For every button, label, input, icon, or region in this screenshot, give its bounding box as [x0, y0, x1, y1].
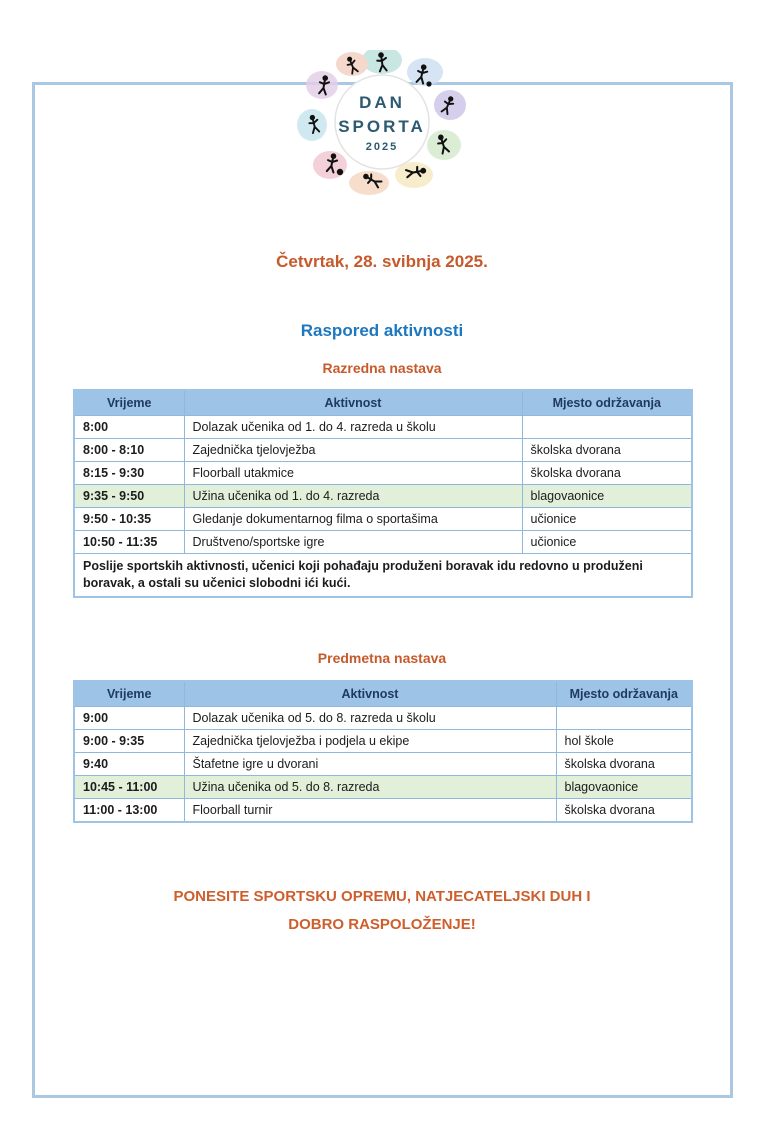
place-cell — [556, 707, 692, 730]
time-cell: 9:50 - 10:35 — [74, 508, 184, 531]
column-header-vrijeme: Vrijeme — [74, 390, 184, 416]
table-row — [74, 462, 692, 485]
logo-title-line1: DAN — [359, 93, 405, 112]
activity-cell: Društveno/sportske igre — [184, 531, 522, 554]
closing-message — [0, 883, 764, 939]
place-cell: školska dvorana — [556, 753, 692, 776]
place-cell: blagovaonice — [556, 776, 692, 799]
sports-day-logo-graphic — [292, 50, 472, 195]
logo-title-line2: SPORTA — [338, 117, 426, 136]
table-row — [74, 416, 692, 439]
date-heading: Četvrtak, 28. svibnja 2025. — [276, 252, 488, 271]
activity-cell: Dolazak učenika od 1. do 4. razreda u školu — [184, 416, 522, 439]
table-row — [74, 485, 692, 508]
table-row — [74, 776, 692, 799]
place-cell: hol škole — [556, 730, 692, 753]
activity-cell: Dolazak učenika od 5. do 8. razreda u školu — [184, 707, 556, 730]
activity-cell: Užina učenika od 5. do 8. razreda — [184, 776, 556, 799]
place-cell: školska dvorana — [522, 462, 692, 485]
logo-year: 2025 — [365, 141, 399, 153]
table-row — [74, 508, 692, 531]
time-cell: 8:00 - 8:10 — [74, 439, 184, 462]
document-page — [0, 50, 764, 1130]
table-row — [74, 753, 692, 776]
time-cell: 11:00 - 13:00 — [74, 799, 184, 823]
column-header-vrijeme: Vrijeme — [74, 681, 184, 707]
activity-cell: Gledanje dokumentarnog filma o sportašima — [184, 508, 522, 531]
schedule-title: Raspored aktivnosti — [300, 321, 464, 340]
time-cell: 9:40 — [74, 753, 184, 776]
section-heading-razredna: Razredna nastava — [322, 360, 442, 376]
column-header-mjesto: Mjesto održavanja — [522, 390, 692, 416]
place-cell: učionice — [522, 508, 692, 531]
place-cell: blagovaonice — [522, 485, 692, 508]
activity-cell: Zajednička tjelovježba — [184, 439, 522, 462]
place-cell — [522, 416, 692, 439]
table-row — [74, 730, 692, 753]
time-cell: 9:35 - 9:50 — [74, 485, 184, 508]
time-cell: 9:00 — [74, 707, 184, 730]
time-cell: 10:50 - 11:35 — [74, 531, 184, 554]
time-cell: 8:15 - 9:30 — [74, 462, 184, 485]
closing-message-line1: PONESITE SPORTSKU OPREMU, NATJECATELJSKI DUH I — [173, 888, 591, 905]
schedule-table-razredna — [73, 389, 693, 598]
sports-day-logo — [0, 50, 764, 200]
activity-cell: Floorball turnir — [184, 799, 556, 823]
table-row — [74, 799, 692, 823]
column-header-aktivnost: Aktivnost — [184, 681, 556, 707]
schedule-table-predmetna — [73, 680, 693, 823]
table-row — [74, 531, 692, 554]
closing-message-line2: DOBRO RASPOLOŽENJE! — [288, 916, 476, 933]
activity-cell: Zajednička tjelovježba i podjela u ekipe — [184, 730, 556, 753]
table-row — [74, 439, 692, 462]
time-cell: 8:00 — [74, 416, 184, 439]
column-header-aktivnost: Aktivnost — [184, 390, 522, 416]
time-cell: 10:45 - 11:00 — [74, 776, 184, 799]
table-header-row — [74, 390, 692, 416]
activity-cell: Štafetne igre u dvorani — [184, 753, 556, 776]
table-row — [74, 707, 692, 730]
activity-cell: Floorball utakmice — [184, 462, 522, 485]
place-cell: školska dvorana — [556, 799, 692, 823]
column-header-mjesto: Mjesto održavanja — [556, 681, 692, 707]
table-header-row — [74, 681, 692, 707]
place-cell: učionice — [522, 531, 692, 554]
section-heading-predmetna: Predmetna nastava — [317, 650, 447, 666]
time-cell: 9:00 - 9:35 — [74, 730, 184, 753]
activity-cell: Užina učenika od 1. do 4. razreda — [184, 485, 522, 508]
table-note-row — [74, 554, 692, 598]
after-activities-note: Poslije sportskih aktivnosti, učenici koji pohađaju produženi boravak idu redovno u produženi boravak, a ostali su učenici slobodni ići kući. — [74, 554, 692, 598]
place-cell: školska dvorana — [522, 439, 692, 462]
